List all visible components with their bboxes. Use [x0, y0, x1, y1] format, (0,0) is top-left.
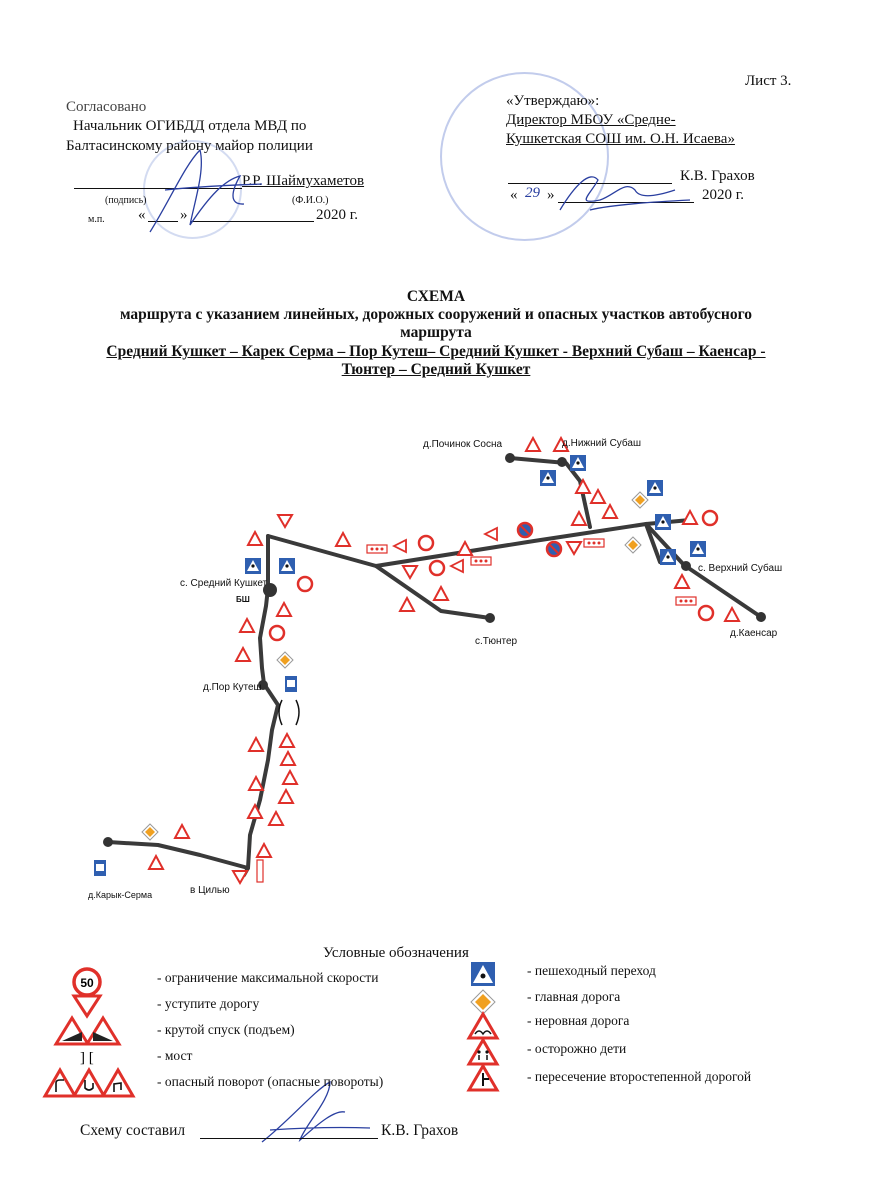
scheme-subtitle-2: маршрута — [400, 324, 472, 341]
legend-right-4: - пересечение второстепенной дорогой — [527, 1069, 752, 1084]
label-por-kutesh: д.Пор Кутеш — [203, 682, 262, 693]
scheme-subtitle-1: маршрута с указанием линейных, дорожных сооружений и опасных участков автобусного — [119, 306, 753, 323]
sheet-number: Лист 3. — [745, 73, 792, 89]
approval-right-line3: Кушкетская СОШ им. О.Н. Исаева» — [506, 131, 735, 147]
approval-left-name: Р.Р. Шаймухаметов — [242, 173, 365, 189]
legend-main-road-icon — [471, 990, 495, 1014]
legend-ped-icon — [471, 962, 495, 986]
date-left-close: » — [180, 207, 188, 223]
legend-steep-icon — [56, 1018, 119, 1044]
approval-right-line2: Директор МБОУ «Средне- — [506, 112, 676, 128]
label-tsilyu: в Цилью — [190, 885, 230, 896]
legend-speed-value: 50 — [80, 976, 94, 990]
label-sred-kushket: с. Средний Кушкет — [180, 578, 268, 589]
legend-right-2: - неровная дорога — [527, 1013, 630, 1028]
legend-speed-icon — [74, 969, 100, 995]
legend-bridge-icon: ] [ — [80, 1050, 94, 1066]
date-right-open: « — [510, 187, 518, 203]
route-line-2: Тюнтер – Средний Кушкет — [341, 361, 531, 378]
legend-intersection-icon — [469, 1066, 497, 1090]
caption-fio: (Ф.И.О.) — [292, 195, 329, 206]
date-left-year: 2020 г. — [316, 207, 358, 223]
label-tyunter: с.Тюнтер — [475, 636, 518, 647]
label-kaensar: д.Каенсар — [730, 628, 778, 639]
legend-left-2: - крутой спуск (подъем) — [157, 1022, 295, 1037]
mp-label: м.п. — [88, 214, 105, 225]
date-left-open: « — [138, 207, 146, 223]
footer-signature-line — [200, 1138, 378, 1139]
legend-left-3: - мост — [157, 1048, 193, 1063]
legend-left-0: - ограничение максимальной скорости — [157, 970, 379, 985]
label-nizh-subash: д.Нижний Субаш — [562, 438, 641, 449]
label-karyk: д.Карык-Серма — [88, 890, 153, 900]
legend-left-1: - уступите дорогу — [157, 996, 260, 1011]
legend-right-0: - пешеходный переход — [527, 963, 656, 978]
approval-right-line1: «Утверждаю»: — [506, 93, 600, 109]
label-bsh: БШ — [236, 595, 250, 604]
legend-yield-icon — [74, 996, 100, 1016]
legend-title: Условные обозначения — [323, 945, 469, 961]
legend-children-icon — [469, 1040, 497, 1064]
scheme-heading: СХЕМА — [406, 288, 466, 305]
approval-left-line1: Согласовано — [66, 99, 147, 115]
route-line-1: Средний Кушкет – Карек Серма – Пор Кутеш– Средний Кушкет - Верхний Субаш – Каенсар - — [106, 343, 766, 360]
label-verh-subash: с. Верхний Субаш — [698, 563, 783, 574]
legend-right-1: - главная дорога — [527, 989, 621, 1004]
approval-left-line3: Балтасинскому району майор полиции — [66, 138, 313, 154]
caption-signature: (подпись) — [105, 195, 147, 206]
legend-right-3: - осторожно дети — [527, 1041, 627, 1056]
legend-uneven-icon — [469, 1014, 497, 1038]
legend-turn-icon — [45, 1070, 133, 1096]
date-right-close: » — [547, 187, 555, 203]
date-right-year: 2020 г. — [702, 187, 744, 203]
date-right-day: 29 — [525, 185, 540, 201]
approval-left-line2: Начальник ОГИБДД отдела МВД по — [73, 118, 307, 134]
footer-composed-by: Схему составил — [80, 1122, 186, 1139]
legend-left-4: - опасный поворот (опасные повороты) — [157, 1074, 384, 1089]
label-pochinok: д.Починок Сосна — [423, 439, 503, 450]
approval-right-name: К.В. Грахов — [680, 168, 755, 184]
footer-name: К.В. Грахов — [381, 1122, 459, 1139]
